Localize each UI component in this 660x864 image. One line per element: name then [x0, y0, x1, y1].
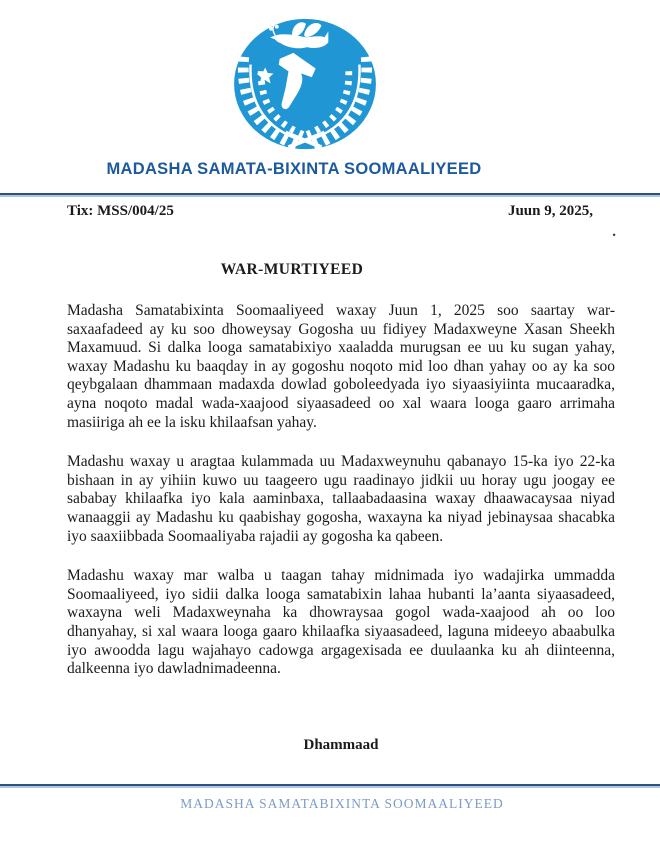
organization-logo	[231, 16, 379, 152]
document-body	[67, 302, 615, 700]
body-paragraph: Madasha Samatabixinta Soomaaliyeed waxay Juun 1, 2025 soo saartay war-saxaafadeed ay ku soo dhoweysay Gogosha uu fidiyey Madaxweyne Xasan Sheekh Maxamuud. Si dalka looga samatabixiyo xaaladda murugsan ee uu ku sugan yahay, waxay Madashu ku baaqday in ay gogoshu noqoto mid loo dhan yahay oo ay ka soo qeybgalaan dhammaan madaxda dowlad goboleedyada iyo siyaasiyiinta mucaaradka, ayna noqoto madal wada-xaajood siyaasadeed oo xal waara looga gaaro arrimaha masiiriga ah ee la isku khilaafsan yahay.	[67, 302, 615, 431]
footer-organization-name: MADASHA SAMATABIXINTA SOOMAALIYEED	[180, 796, 504, 811]
organization-name: MADASHA SAMATA-BIXINTA SOOMAALIYEED	[106, 160, 482, 178]
reference-row	[67, 203, 593, 220]
reference-number: Tix: MSS/004/25	[67, 203, 174, 219]
footer-divider	[0, 784, 660, 788]
body-paragraph: Madashu waxay u aragtaa kulammada uu Madaxweynuhu qabanayo 15-ka iyo 22-ka bishaan in ay yihiin kuwo uu taageero ugu raadinayo jidkii uu horay ugu joogay ee sababay khilaafka iyo kala aaminbaxa, tallaabadaasina waxay dhaawacaysaa niyad wanaaggii ay Madashu ku qaabishay gogosha, waxayna ka niyad jebinaysaa shacabka iyo saaxiibbada Soomaaliyaba rajadii ay gogosha ka qabeen.	[67, 453, 615, 545]
document-date: Juun 9, 2025,	[507, 203, 593, 219]
body-paragraph: Madashu waxay mar walba u taagan tahay midnimada iyo wadajirka ummadda Soomaaliyeed, iyo sidii dalka looga samatabixin lahaa hubanti la’aanta siyaasadeed, waxayna weli Madaxweynaha ka dhowraysaa gogol wada-xaajood ah oo loo dhanyahay, si xal waara looga gaaro khilaafka siyaasadeed, laguna mideeyo abaabulka iyo awoodda lagu wajahayo cadowga argagexisada ee duulaanka ku ah diinteenna, dalkeenna iyo dawladnimadeenna.	[67, 567, 615, 678]
stray-mark: .	[612, 224, 616, 240]
header-divider	[0, 193, 660, 197]
closing-text: Dhammaad	[303, 737, 379, 753]
document-title: WAR-MURTIYEED	[220, 261, 364, 278]
